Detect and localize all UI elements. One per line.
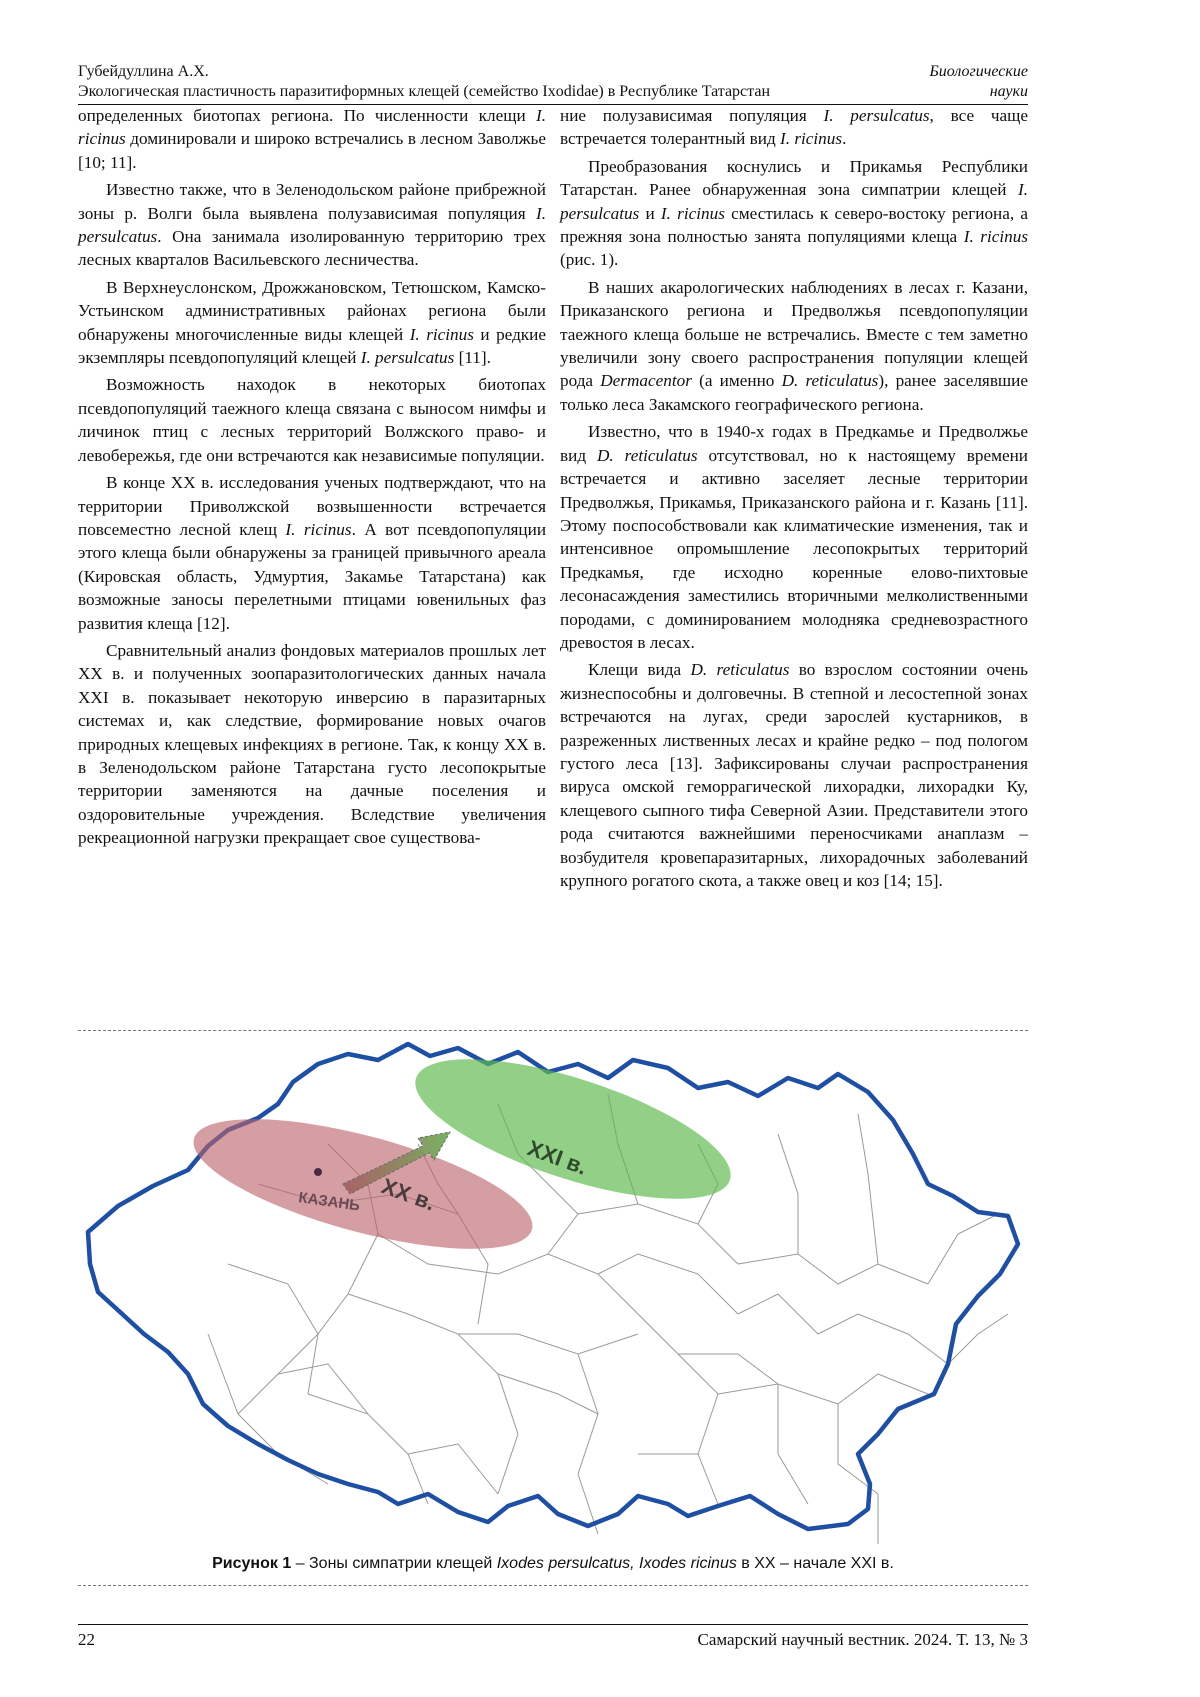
- zone-label-xx: XX в.: [378, 1173, 438, 1215]
- paragraph: Возможность находок в некоторых биотопах псевдопопуляций таежного клеща связана с выносом нимфы и личинок птиц с лесных территорий Волжского право- и левобережья, где они встречаются как независимые популяции.: [78, 373, 546, 467]
- tatarstan-map: [78, 1034, 1028, 1544]
- zone-label-xxi: XXI в.: [524, 1135, 590, 1179]
- paragraph: В Верхнеуслонском, Дрожжановском, Тетюшском, Камско-Устьинском административных районах региона были обнаружены многочисленные виды клещей I. ricinus и редкие экземпляры псевдопопуляций клещей I. persulcatus [11].: [78, 276, 546, 370]
- footer-rule: [78, 1624, 1028, 1625]
- paragraph: Известно также, что в Зеленодольском районе прибрежной зоны р. Волги была выявлена полузависимая популяция I. persulcatus. Она занимала изолированную территорию трех лесных кварталов Васильевского лесничества.: [78, 178, 546, 272]
- page-number: 22: [78, 1630, 95, 1650]
- paragraph: Известно, что в 1940-х годах в Предкамье и Предволжье вид D. reticulatus отсутствовал, но к настоящему времени встречается и активно заселяет лесные территории Предволжья, Прикамья, Приказанского района и г. Казань [11]. Этому поспособствовали как климатические изменения, так и интенсивное опромышление лесопокрытых территорий Предкамья, где исходно коренные елово-пихтовые лесонасаждения заместились вторичными мелколиственными породами, с доминированием молодняка средневозрастного древостоя в лесах.: [560, 420, 1028, 654]
- paragraph: определенных биотопах региона. По численности клещи I. ricinus доминировали и широко встречались в лесном Заволжье [10; 11].: [78, 104, 546, 174]
- paragraph: В конце XX в. исследования ученых подтверждают, что на территории Приволжской возвышенности встречается повсеместно лесной клещ I. ricinus. А вот псевдопопуляции этого клеща были обнаружены за границей привычного ареала (Кировская область, Удмуртия, Закамье Татарстана) как возможные заносы перелетными птицами ювенильных фаз развития клеща [12].: [78, 471, 546, 635]
- right-column: [560, 104, 1028, 892]
- caption-text: – Зоны симпатрии клещей Ixodes persulcatus, Ixodes ricinus в XX – начале XXI в.: [291, 1555, 894, 1572]
- header-author: Губейдуллина А.Х.: [78, 62, 209, 82]
- header-title: Экологическая пластичность паразитиформных клещей (семейство Ixodidae) в Республике Татарстан: [78, 82, 770, 102]
- header-section-line2: науки: [990, 82, 1028, 102]
- journal-reference: Самарский научный вестник. 2024. Т. 13, № 3: [698, 1630, 1029, 1650]
- caption-label: Рисунок 1: [212, 1555, 291, 1572]
- left-column: [78, 104, 546, 850]
- paragraph: Преобразования коснулись и Прикамья Республики Татарстан. Ранее обнаруженная зона симпатрии клещей I. persulcatus и I. ricinus сместилась к северо-востоку региона, а прежняя зона полностью занята популяциями клеща I. ricinus (рис. 1).: [560, 155, 1028, 272]
- city-label-kazan: КАЗАНЬ: [297, 1189, 361, 1214]
- paragraph: В наших акарологических наблюдениях в лесах г. Казани, Приказанского региона и Предволжья псевдопопуляции таежного клеща больше не встречались. Вместе с тем заметно увеличили зону своего распространения популяции клещей рода Dermacentor (а именно D. reticulatus), ранее заселявшие только леса Закамского географического региона.: [560, 276, 1028, 416]
- figure-caption: [78, 1554, 1028, 1574]
- paragraph: Сравнительный анализ фондовых материалов прошлых лет XX в. и полученных зоопаразитологических данных начала XXI в. показывает некоторую инверсию в паразитарных системах и, как следствие, формирование новых очагов природных клещевых инфекциях в регионе. Так, к концу XX в. в Зеленодольском районе Татарстана густо лесопокрытые территории заменяются на дачные поселения и оздоровительные учреждения. Вследствие увеличения рекреационной нагрузки прекращает свое существова-: [78, 639, 546, 850]
- paragraph: ние полузависимая популяция I. persulcatus, все чаще встречается толерантный вид I. ricinus.: [560, 104, 1028, 151]
- header-section-line1: Биологические: [929, 62, 1028, 82]
- paragraph: Клещи вида D. reticulatus во взрослом состоянии очень жизнеспособны и долговечны. В степной и лесостепной зонах встречаются на лугах, среди зарослей кустарников, в разреженных лиственных лесах и крайне редко – под пологом густого леса [13]. Зафиксированы случаи распространения вируса омской геморрагической лихорадки, лихорадки Ку, клещевого сыпного тифа Северной Азии. Представители этого рода считаются важнейшими переносчиками анаплазм – возбудителя кровепаразитарных, лихорадочных заболеваний крупного рогатого скота, а также овец и коз [14; 15].: [560, 658, 1028, 892]
- kazan-marker: [314, 1168, 322, 1176]
- figure-bottom-rule: [78, 1585, 1028, 1586]
- figure-top-rule: [78, 1030, 1028, 1031]
